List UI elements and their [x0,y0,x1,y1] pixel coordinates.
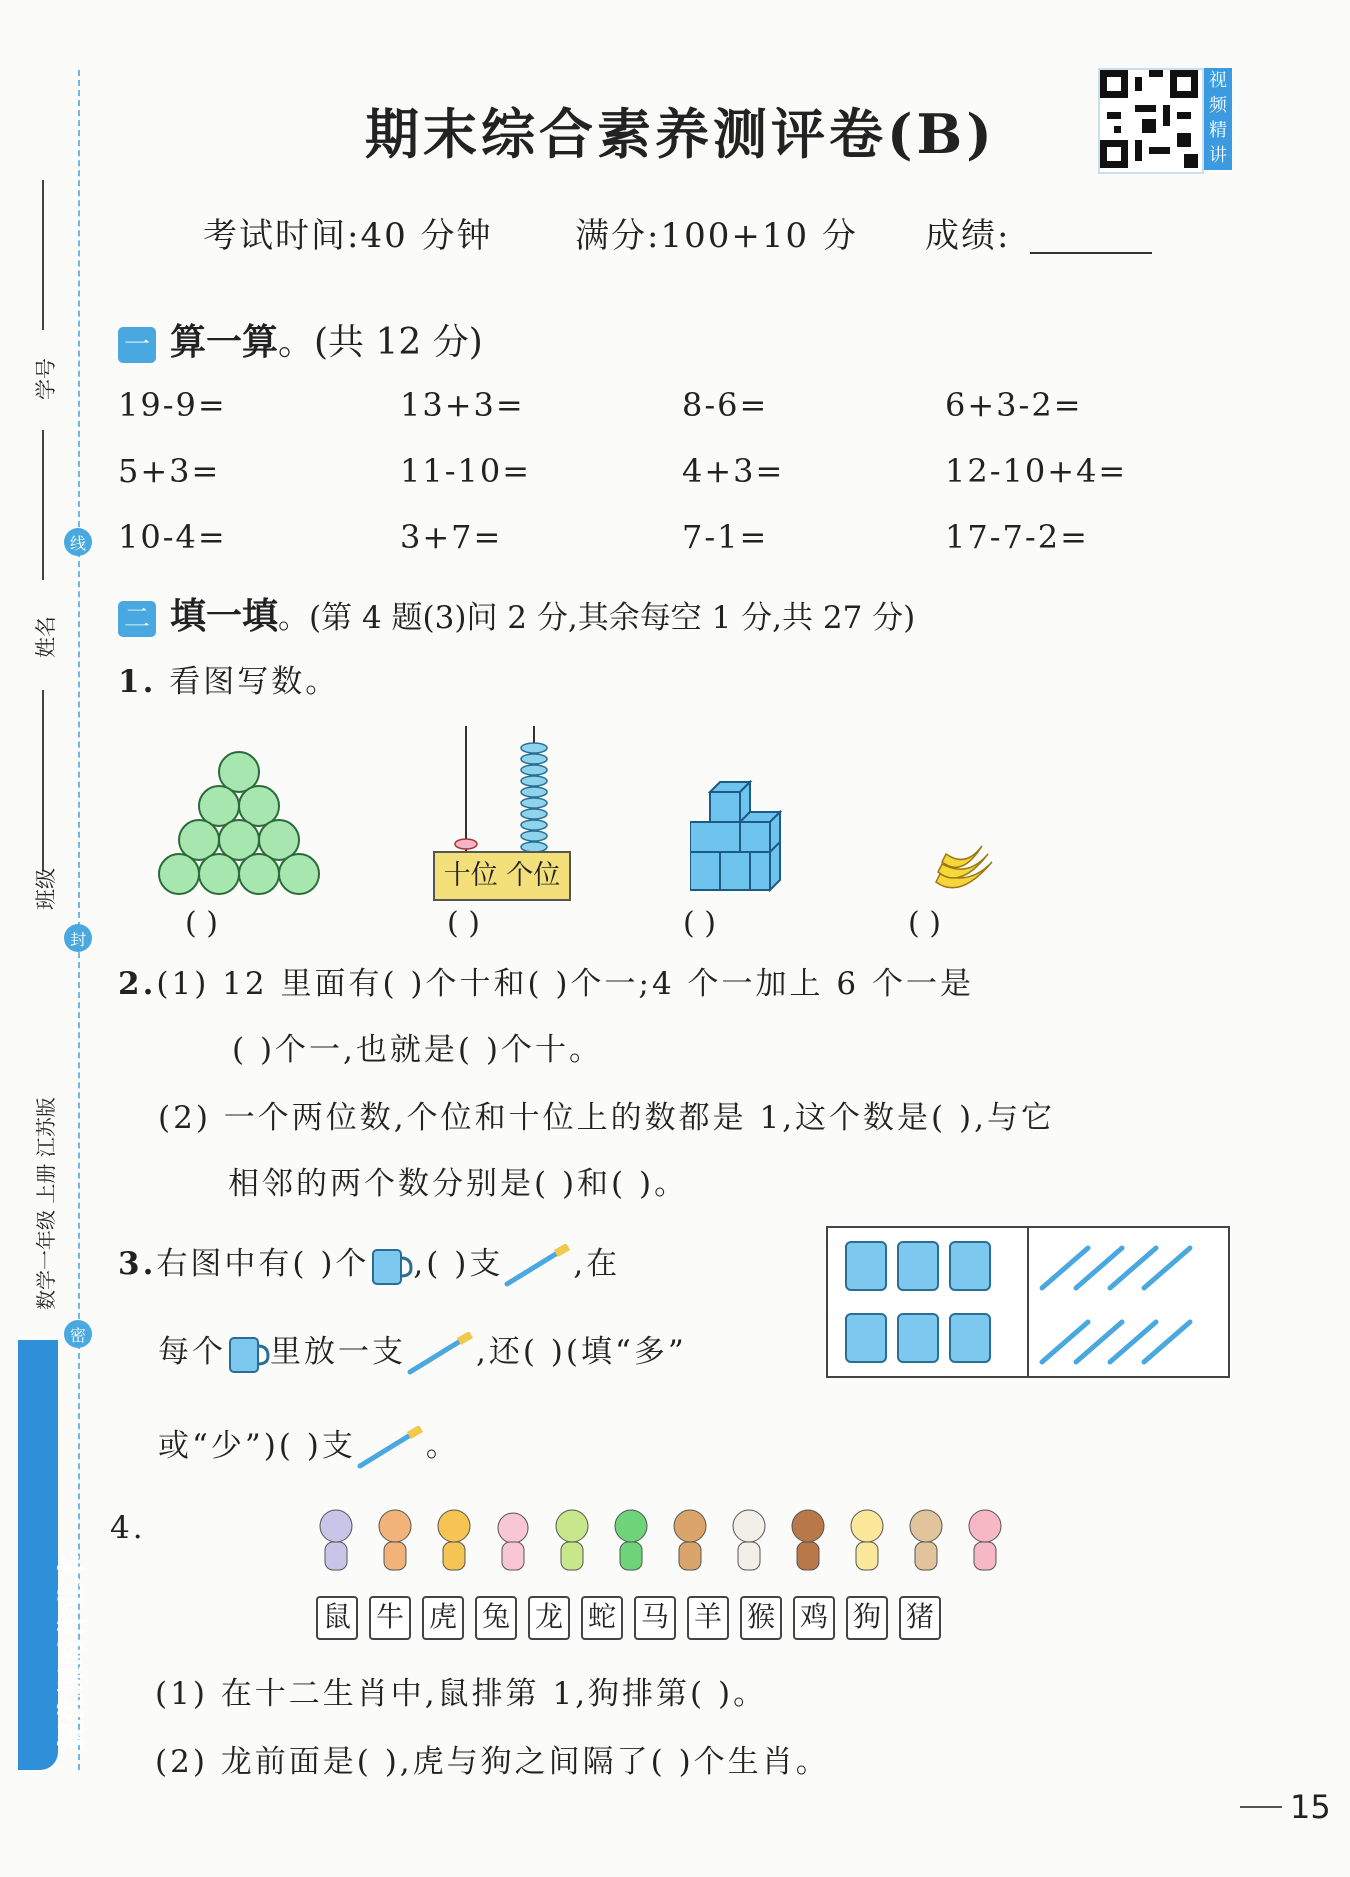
q3-text-2a: 每个 [158,1334,226,1370]
brand-strip [18,1340,88,1770]
rat-icon [313,1502,359,1574]
name-label: 姓名 [34,616,58,658]
horse-icon [667,1502,713,1574]
q1-blank-1[interactable]: ( ) [185,906,218,941]
calc-1-4: 6+3-2= [945,386,1083,424]
calc-2-1: 5+3= [118,452,221,490]
zodiac-label: 鼠 [316,1596,358,1640]
q3-line1 [118,1238,620,1288]
calc-3-1: 10-4= [118,518,227,556]
cup-icon [226,1332,270,1376]
circle-triangle-figure [155,750,325,900]
tiger-icon [431,1502,477,1574]
dragon-icon [549,1502,595,1574]
q2-part1-line1: (1) 12 里面有( )个十和( )个一;4 个一加上 6 个一是 [156,966,974,1002]
zodiac-label: 兔 [475,1596,517,1640]
section2-heading [118,588,915,639]
q2-number: 2. [118,966,157,1002]
q1-blank-3[interactable]: ( ) [683,906,716,941]
q3-text-1a: 右图中有( )个 [156,1246,370,1282]
zodiac-label: 猴 [740,1596,782,1640]
dog-icon [903,1502,949,1574]
zodiac-label: 牛 [369,1596,411,1640]
edition-label: 数学一年级 上册 江苏版 [34,1097,58,1310]
cup-icon [369,1244,413,1288]
q3-text-1b: ,( )支 [413,1246,504,1282]
q3-text-3a: 或“少”)( )支 [158,1428,356,1464]
student-id-label: 学号 [34,358,58,400]
q2-part1-line2: ( )个一,也就是( )个十。 [232,1032,603,1068]
page-title: 期末综合素养测评卷(B) [365,102,996,166]
q3-number: 3. [118,1246,157,1282]
exam-time: 考试时间:40 分钟 [203,216,493,256]
name-line [42,430,44,580]
calc-2-3: 4+3= [682,452,785,490]
zodiac-label: 鸡 [793,1596,835,1640]
score-label: 成绩: [925,216,1011,256]
cube-stack-figure [690,780,790,902]
q2-part2-line2: 相邻的两个数分别是( )和( )。 [228,1166,689,1202]
q2-line1 [118,958,974,1003]
sheep-icon [726,1502,772,1574]
page-number: 15 [1290,1788,1331,1826]
zodiac-label: 猪 [899,1596,941,1640]
q1-blank-4[interactable]: ( ) [908,906,941,941]
zodiac-animals [313,1502,1021,1578]
ox-icon [372,1502,418,1574]
pig-icon [962,1502,1008,1574]
calc-3-4: 17-7-2= [945,518,1089,556]
toothbrush-icon [356,1426,426,1470]
rabbit-icon [490,1502,536,1574]
toothbrush-icon [503,1244,573,1288]
snake-icon [608,1502,654,1574]
q3-line3 [158,1420,460,1470]
calc-1-1: 19-9= [118,386,227,424]
cut-line [78,70,80,1770]
q1-text: 看图写数。 [169,664,340,700]
zodiac-label: 蛇 [581,1596,623,1640]
section2-note: 。(第 4 题(3)问 2 分,其余每空 1 分,共 27 分) [278,600,916,636]
section2-title: 填一填 [170,595,279,637]
q1-number: 1. [118,664,157,700]
seal-feng: 封 [64,924,92,952]
abacus-label: 十位 个位 [433,851,571,901]
q1 [118,656,339,701]
rooster-icon [844,1502,890,1574]
calc-2-4: 12-10+4= [945,452,1128,490]
cups-toothbrushes-figure [826,1226,1230,1378]
q3-text-2b: 里放一支 [270,1334,406,1370]
score-blank[interactable] [1030,252,1152,254]
video-tag: 视频精讲 [1204,68,1232,170]
qr-code[interactable] [1098,68,1204,174]
brand-text: 提优课时作业本 [55,1553,88,1750]
calc-3-3: 7-1= [682,518,769,556]
qr-icon [1100,70,1198,168]
calc-3-2: 3+7= [400,518,503,556]
class-line [42,690,44,870]
section1-number: 一 [118,327,156,363]
q2-part2-line1: (2) 一个两位数,个位和十位上的数都是 1,这个数是( ),与它 [158,1100,1055,1136]
calc-2-2: 11-10= [400,452,532,490]
section1-title: 算一算 [170,321,279,363]
zodiac-label: 虎 [422,1596,464,1640]
section2-number: 二 [118,601,156,637]
q4-number: 4. [110,1510,146,1546]
q3-line2 [158,1326,687,1376]
calc-1-3: 8-6= [682,386,769,424]
full-score: 满分:100+10 分 [575,216,858,256]
toothbrush-icon [406,1332,476,1376]
seal-mi: 密 [64,1320,92,1348]
student-id-line [42,180,44,330]
q4-part1: (1) 在十二生肖中,鼠排第 1,狗排第( )。 [155,1676,768,1712]
binding-sidebar [0,0,95,1877]
zodiac-label: 龙 [528,1596,570,1640]
section1-note: 。(共 12 分) [278,322,483,363]
zodiac-label: 马 [634,1596,676,1640]
seal-xian: 线 [64,528,92,556]
zodiac-label: 狗 [846,1596,888,1640]
zodiac-labels [316,1596,952,1640]
banana-icon [930,842,1000,902]
q3-text-1c: ,在 [573,1246,621,1282]
class-label: 班级 [34,868,58,910]
q3-text-2c: ,还( )(填“多” [476,1334,687,1370]
q3-text-3b: 。 [425,1428,460,1464]
section1-heading [118,314,483,365]
calc-1-2: 13+3= [400,386,525,424]
zodiac-label: 羊 [687,1596,729,1640]
page-number-rule [1240,1806,1282,1808]
q4-part2: (2) 龙前面是( ),虎与狗之间隔了( )个生肖。 [155,1744,830,1780]
monkey-icon [785,1502,831,1574]
q1-blank-2[interactable]: ( ) [447,906,480,941]
